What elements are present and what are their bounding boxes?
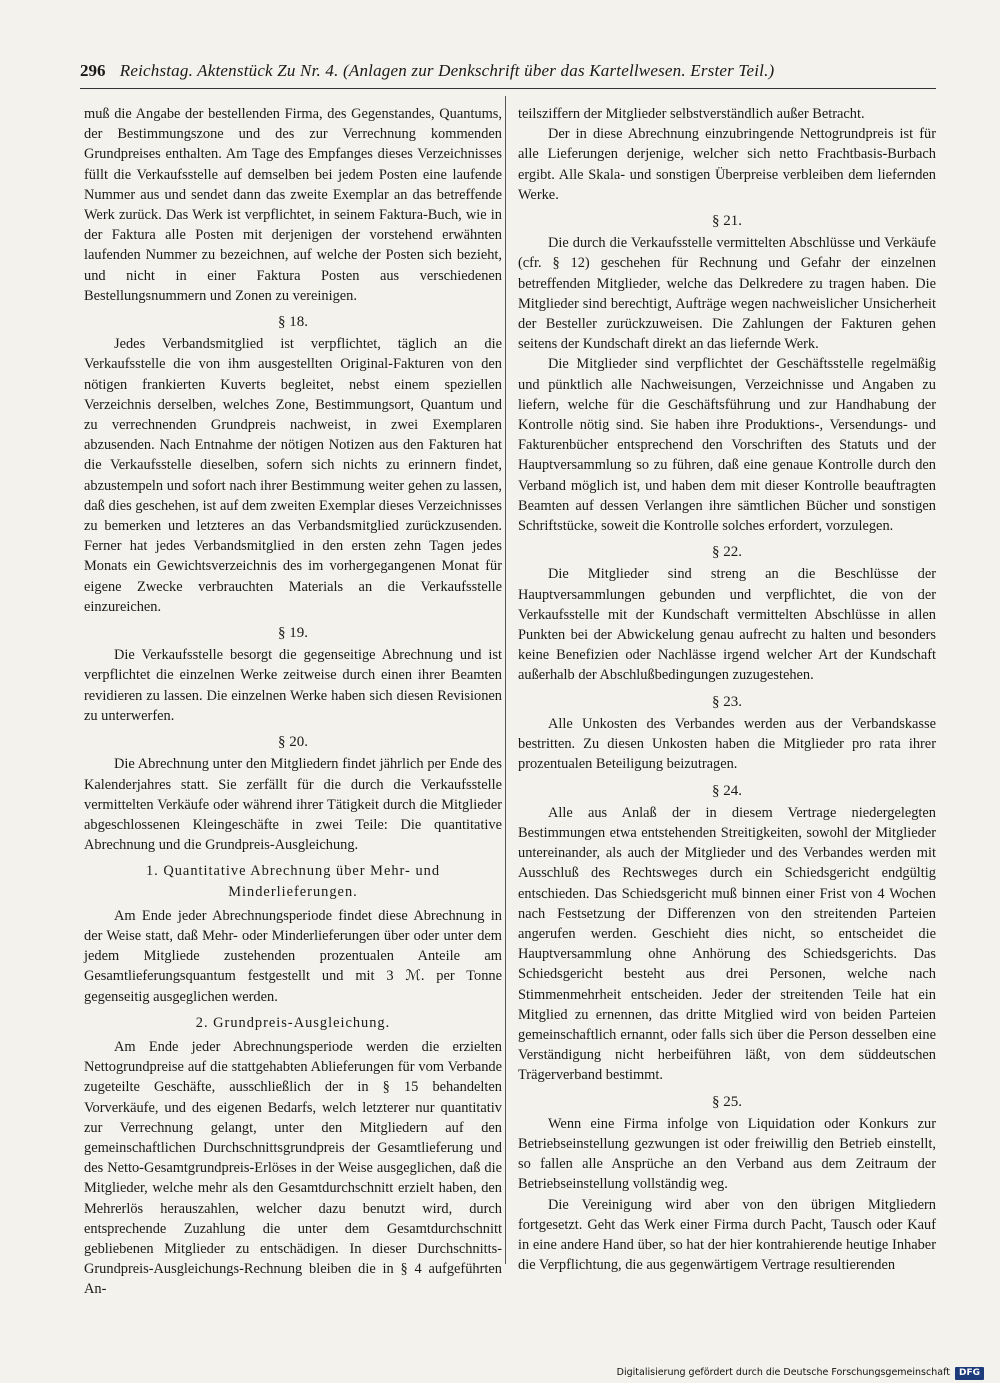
section-heading: § 20. [278,734,308,751]
left-column [84,104,502,1298]
paragraph: Alle Unkosten des Verbandes werden aus der Verbandskasse bestritten. Zu diesen Unkosten haben die Mitglieder pro rata ihrer prozentualen Beteiligung beizutragen. [518,715,936,773]
section-heading: § 23. [712,693,742,710]
column-divider [505,96,506,1264]
paragraph: Alle aus Anlaß der in diesem Vertrage niedergelegten Bestimmungen etwa entstehenden Streitigkeiten, sowohl der Mitglieder untereinander, als auch der Mitglieder und des Verbandes werden mit Ausschluß des Rechtsweges durch ein Schiedsgericht endgültig entschieden. Das Schiedsgericht muß binnen einer Frist von 4 Wochen nach Festsetzung der Differenzen von den streitenden Parteien angerufen werden. Geschieht dies nicht, so entscheidet die Hauptversammlung ohne Anhörung des Schiedsgerichts. Das Schiedsgericht besteht aus drei Personen, welche nach Stimmenmehrheit entscheiden. Jeder der streitenden Teile hat ein Mitglied zu ernennen, das dritte Mitglied wird von beiden Parteien gemeinschaftlich ernannt, oder falls sich über die Person desselben eine Verständigung nicht herbeiführen läßt, von dem süddeutschen Trägerverband bestimmt. [518,804,936,1084]
paragraph: Die durch die Verkaufsstelle vermittelten Abschlüsse und Verkäufe (cfr. § 12) geschehen für Rechnung und Gefahr der einzelnen betreffenden Mitglieder, welche das Delkredere zu tragen haben. Die Mitglieder sind berechtigt, Aufträge wegen nachweislicher Unsicherheit der Besteller zurückzuweisen. Die Zahlungen der Fakturen gehen seitens der Kundschaft direkt an das liefernde Werk. [518,235,936,353]
paragraph: Die Vereinigung wird aber von den übrigen Mitgliedern fortgesetzt. Geht das Werk einer Firma durch Pacht, Tausch oder Kauf in eine andere Hand über, so hat der hier kontrahierende heutige Inhaber die Verpflichtung, die aus gegenwärtigem Vertrage resultierenden [518,1196,936,1274]
paragraph: Der in diese Abrechnung einzubringende Nettogrundpreis ist für alle Lieferungen derjenige, welcher sich netto Frachtbasis-Burbach ergibt. Alle Skala- und sonstigen Überpreise verbleiben dem liefernden Werke. [518,126,936,203]
paragraph: Die Abrechnung unter den Mitgliedern findet jährlich per Ende des Kalenderjahres statt. Sie zerfällt für die durch die Verkaufsstelle vermittelten Verkäufe oder während ihrer Tätigkeit durch die Mitglieder abgeschlossenen Kleingeschäfte in zwei Teile: Die quantitative Abrechnung und die Grundpreis-Ausgleichung. [84,756,502,854]
paragraph: Am Ende jeder Abrechnungsperiode werden die erzielten Nettogrundpreise auf die stattgehabten Ablieferungen für vom Verbande zugeteilte Geschäfte, ausschließlich der in § 15 behandelten Vorverkäufe, und des eigenen Bedarfs, welch letzterer nur quantitativ zur Verrechnung gelangt, unter den Mitgliedern auf den gemeinschaftlichen Durchschnittsgrundpreis der Gesamtlieferung und des Netto-Gesamtgrundpreis-Erlöses in der Weise ausgeglichen, daß die Mitglieder, welche mehr als den Gesamtdurchschnitt erzielt haben, den Mehrerlös herauszahlen, welcher dazu benutzt wird, durch entsprechende Zuzahlung die unter dem Gesamtdurchschnitt gebliebenen Mitglieder zu entschädigen. In dieser Durchschnitts-Grundpreis-Ausgleichungs-Rechnung bleiben die in § 4 aufgeführten An- [84,1038,502,1298]
page-header [80,60,936,82]
section-heading: § 25. [712,1093,742,1110]
subsection-heading: 1. Quantitative Abrechnung über Mehr- und Minderlieferungen. [145,863,441,900]
footer-credit: Digitalisierung gefördert durch die Deutsche Forschungsgemeinschaft [616,1367,950,1378]
right-column [518,104,936,1274]
paragraph: Am Ende jeder Abrechnungsperiode findet diese Abrechnung in der Weise statt, daß Mehr- oder Minderlieferungen über oder unter dem jedem Mitgliede zustehenden prozentualen Anteile am Gesamtlieferungsquantum festgestellt und mit 3 ℳ. per Tonne gegenseitig ausgeglichen werden. [84,907,502,1005]
dfg-logo-icon: DFG [955,1367,984,1380]
section-heading: § 24. [712,782,742,799]
section-heading: § 19. [278,625,308,642]
running-title: Reichstag. Aktenstück Zu Nr. 4. (Anlagen zur Denkschrift über das Kartellwesen. Erster Teil.) [119,61,775,80]
paragraph: muß die Angabe der bestellenden Firma, des Gegenstandes, Quantums, der Bestimmungszone und des zur Verrechnung kommenden Grundpreises enthalten. Am Tage des Empfanges dieses Verzeichnisses füllt die Verkaufsstelle auf demselben bei jedem Posten eine laufende Nummer aus und sendet dann das zweite Exemplar an das betreffende Werk zurück. Das Werk ist verpflichtet, in seinem Faktura-Buch, wie in der Faktura alle Posten mit derjenigen der vorstehend erwähnten laufenden Nummer zu bezeichnen, auf welche der Posten sich bezieht, und nicht in einer Faktura Posten aus verschiedenen Bestellungsnummern und Zonen zu vereinigen. [84,106,502,304]
paragraph: Wenn eine Firma infolge von Liquidation oder Konkurs zur Betriebseinstellung gezwungen ist oder freiwillig den Betrieb einstellt, so fallen alle Ansprüche an den Verband aus dem Zeitraum der Betriebseinstellung vollständig weg. [518,1115,936,1193]
paragraph: Jedes Verbandsmitglied ist verpflichtet, täglich an die Verkaufsstelle die von ihm ausgestellten Original-Fakturen von den nötigen frankierten Kuverts begleitet, nebst einem speziellen Verzeichnis derselben, welches Zone, Bestimmungsort, Quantum und zu verrechnenden Grundpreis nachweist, in zwei Exemplaren abzusenden. Nach Entnahme der nötigen Notizen aus den Fakturen hat die Verkaufsstelle dieselben, sofern sich nichts zu erinnern findet, abzustempeln und sofort nach ihrer Bestimmung weiter gehen zu lassen, daß dies geschehen, ist auf dem zweiten Exemplar dieses Verzeichnisses zu bemerken und letzteres an das Verbandsmitglied zurückzusenden. Ferner hat jedes Verbandsmitglied in den ersten zehn Tagen jedes Monats ein Gewichtsverzeichnis des im vorhergegangenen Monat für eigene Zwecke verbrauchten Materials an die Verkaufsstelle einzureichen. [84,336,502,615]
section-heading: § 22. [712,544,742,561]
page-number: 296 [80,61,106,80]
section-heading: § 18. [278,314,308,331]
page-footer [617,1366,984,1380]
subsection-heading: 2. Grundpreis-Ausgleichung. [195,1014,391,1031]
paragraph: teilsziffern der Mitglieder selbstverständlich außer Betracht. [518,106,865,122]
paragraph: Die Mitglieder sind verpflichtet der Geschäftsstelle regelmäßig und pünktlich alle Nachweisungen, Verzeichnisse und Angaben zu liefern, welche für die Geschäftsführung und zur Handhabung der Kontrolle nötig sind. Sie haben ihre Produktions-, Versendungs- und Fakturenbücher entsprechend den Vorschriften des Statuts und der Hauptversammlung so zu führen, daß eine genaue Kontrolle durch den Verband möglich ist, und haben dem mit dieser Kontrolle beauftragten Beamten auf dessen Verlangen ihre sämtlichen Bücher und sonstigen Schriftstücke, soweit die Kontrolle solches erfordert, vorzulegen. [518,356,936,535]
section-heading: § 21. [712,213,742,230]
header-rule [80,88,936,89]
paragraph: Die Mitglieder sind streng an die Beschlüsse der Hauptversammlungen gebunden und verpflichtet, die von der Verkaufsstelle mit der Kundschaft vermittelten Abschlüsse in allen Punkten bei der Abwickelung genau aufrecht zu halten und besonders keine Benefizien oder Nachlässe irgend welcher Art der Kundschaft außerhalb der Abschlußbedingungen zuzugestehen. [518,566,936,684]
paragraph: Die Verkaufsstelle besorgt die gegenseitige Abrechnung und ist verpflichtet die einzelnen Werke zeitweise durch einen ihrer Beamten revidieren zu lassen. Die einzelnen Werke haben sich diesen Revisionen zu unterwerfen. [84,647,502,724]
